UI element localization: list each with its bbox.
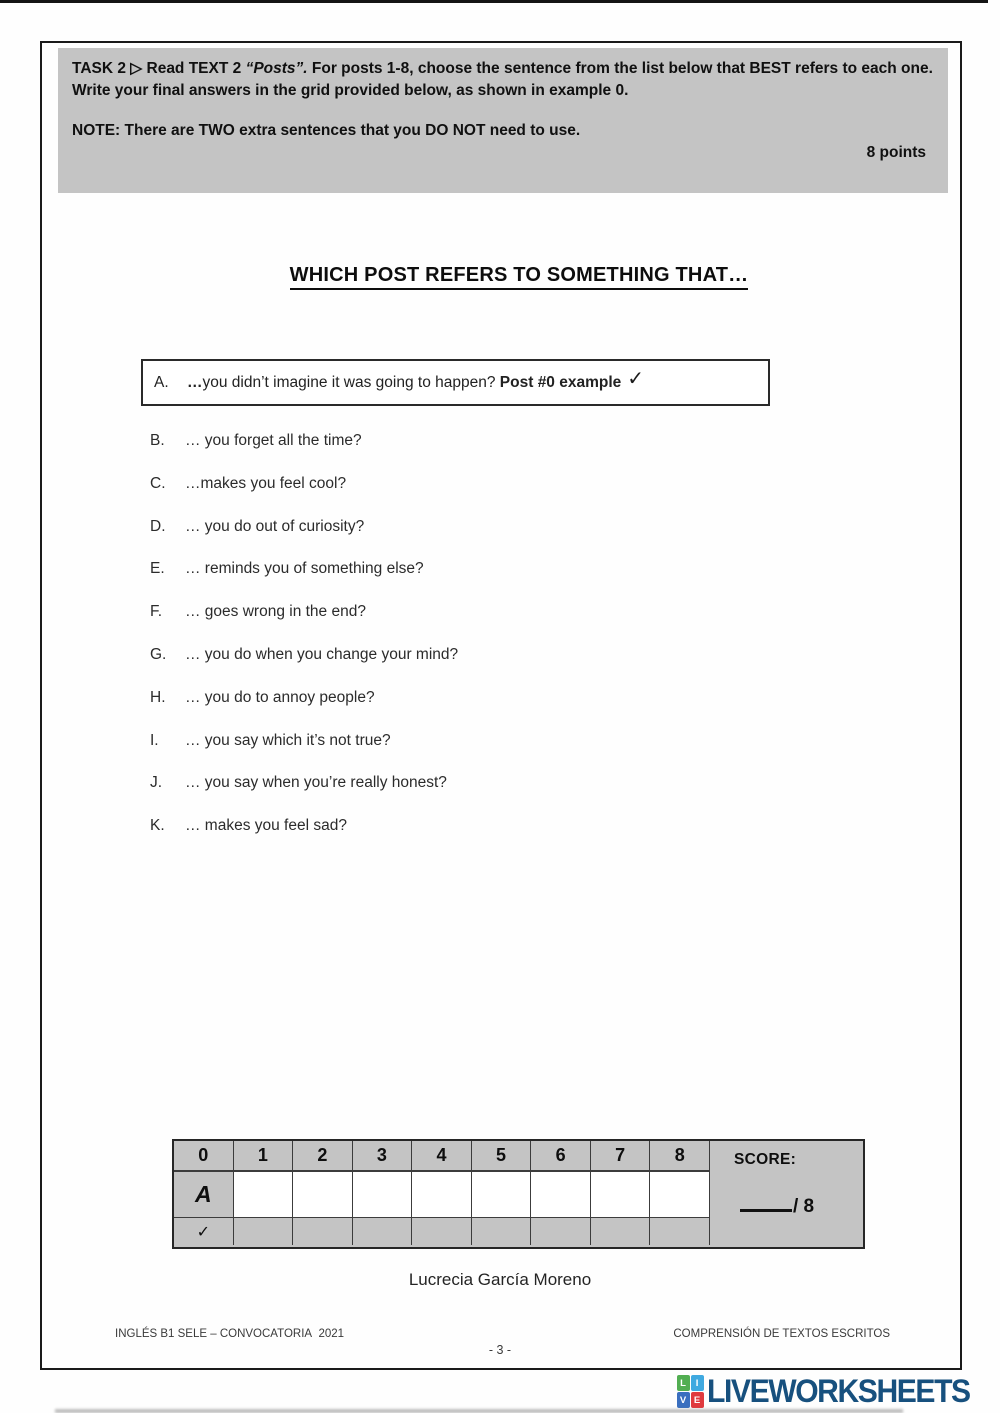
grid-check-cell-6 [531,1218,591,1245]
list-item [150,518,870,561]
footer-section-label: COMPRENSIÓN DE TEXTOS ESCRITOS [673,1328,890,1340]
grid-header-5: 5 [472,1141,532,1172]
logo-square-l: L [677,1375,690,1391]
example-text [187,374,621,392]
task-text-title: “Posts”. [245,60,308,77]
logo-square-i: I [691,1375,704,1391]
task-seg1: TASK 2 ▷ Read TEXT 2 [72,60,246,77]
answer-input-1[interactable] [234,1172,294,1218]
task-instructions-text [72,58,934,101]
answer-input-8[interactable] [650,1172,710,1218]
example-highlight: Post #0 example [499,373,622,391]
list-item [150,732,870,775]
option-letter: G. [150,645,167,663]
grid-check-cell-2 [293,1218,353,1245]
option-letter: H. [150,688,166,706]
option-letter: C. [150,474,166,492]
example-body: you didn’t imagine it was going to happen? [202,373,500,391]
list-item [150,817,870,860]
logo-square-v: V [677,1392,690,1408]
page-number: - 3 - [488,1343,512,1357]
task-seg3: For posts 1-8, choose the sentence from the list below that BEST refers to each one. Write your final answers in the grid provided below, as shown in example 0. [72,60,933,99]
answer-input-2[interactable] [293,1172,353,1218]
list-item [150,774,870,817]
example-option-box [141,359,770,406]
grid-header-3: 3 [353,1141,413,1172]
list-item [150,560,870,603]
grid-check-cell-3 [353,1218,413,1245]
author-name: Lucrecia García Moreno [408,1270,592,1289]
example-letter: A. [154,373,169,391]
option-text: …makes you feel cool? [185,474,347,492]
grid-check-cell-1 [234,1218,294,1245]
example-checkmark-icon: ✓ [627,368,645,390]
answer-input-4[interactable] [412,1172,472,1218]
grid-check-cell-4 [412,1218,472,1245]
answer-grid [172,1139,865,1249]
liveworksheets-squares-icon [677,1375,704,1408]
grid-header-7: 7 [591,1141,651,1172]
grid-header-4: 4 [412,1141,472,1172]
points-label: 8 points [866,143,926,161]
main-title-wrap [40,264,962,290]
top-border-rule [0,0,988,3]
answer-input-5[interactable] [472,1172,532,1218]
list-item [150,646,870,689]
option-text: … makes you feel sad? [185,817,347,835]
list-item [150,432,870,475]
option-text: … you do when you change your mind? [185,645,459,663]
option-letter: B. [150,432,165,449]
option-letter: F. [150,603,163,621]
answer-input-3[interactable] [353,1172,413,1218]
option-text: … goes wrong in the end? [185,603,366,621]
score-blank-line [740,1209,792,1212]
option-letter: D. [150,517,166,535]
liveworksheets-wordmark: LIVEWORKSHEETS [706,1373,970,1409]
answer-input-6[interactable] [531,1172,591,1218]
grid-check-cell-7 [591,1218,651,1245]
page-title: WHICH POST REFERS TO SOMETHING THAT… [290,264,749,290]
option-letter: J. [150,774,163,792]
score-label: SCORE: [734,1151,797,1168]
logo-square-e: E [691,1392,704,1408]
liveworksheets-logo [677,1373,986,1410]
option-text: … you say when you’re really honest? [185,774,447,792]
grid-header-6: 6 [531,1141,591,1172]
grid-example-answer: A [174,1172,234,1218]
option-text: … you forget all the time? [185,432,362,449]
grid-check-cell-8 [650,1218,710,1245]
option-letter: I. [150,731,159,749]
example-lead-ellipsis: … [187,373,203,391]
task-instructions-box [58,48,948,193]
score-panel [710,1141,863,1245]
score-suffix: / 8 [793,1196,815,1217]
grid-header-8: 8 [650,1141,710,1172]
grid-header-2: 2 [293,1141,353,1172]
grid-header-1: 1 [234,1141,294,1172]
option-letter: K. [150,817,165,835]
option-text: … you do out of curiosity? [185,517,365,535]
bottom-edge-artifact [55,1409,903,1413]
option-text: … reminds you of something else? [185,560,424,578]
task-note: NOTE: There are TWO extra sentences that you DO NOT need to use. [72,122,581,139]
option-text: … you do to annoy people? [185,688,375,706]
list-item [150,475,870,518]
option-letter: E. [150,560,165,578]
footer-course-label: INGLÉS B1 SELE – CONVOCATORIA 2021 [115,1328,345,1340]
score-value [740,1196,863,1218]
grid-check-cell-5 [472,1218,532,1245]
option-text: … you say which it’s not true? [185,731,391,749]
list-item [150,689,870,732]
list-item [150,603,870,646]
grid-example-check: ✓ [174,1218,234,1245]
task-spacer [72,101,934,120]
options-list [150,432,870,860]
grid-header-0: 0 [174,1141,234,1172]
answer-input-7[interactable] [591,1172,651,1218]
